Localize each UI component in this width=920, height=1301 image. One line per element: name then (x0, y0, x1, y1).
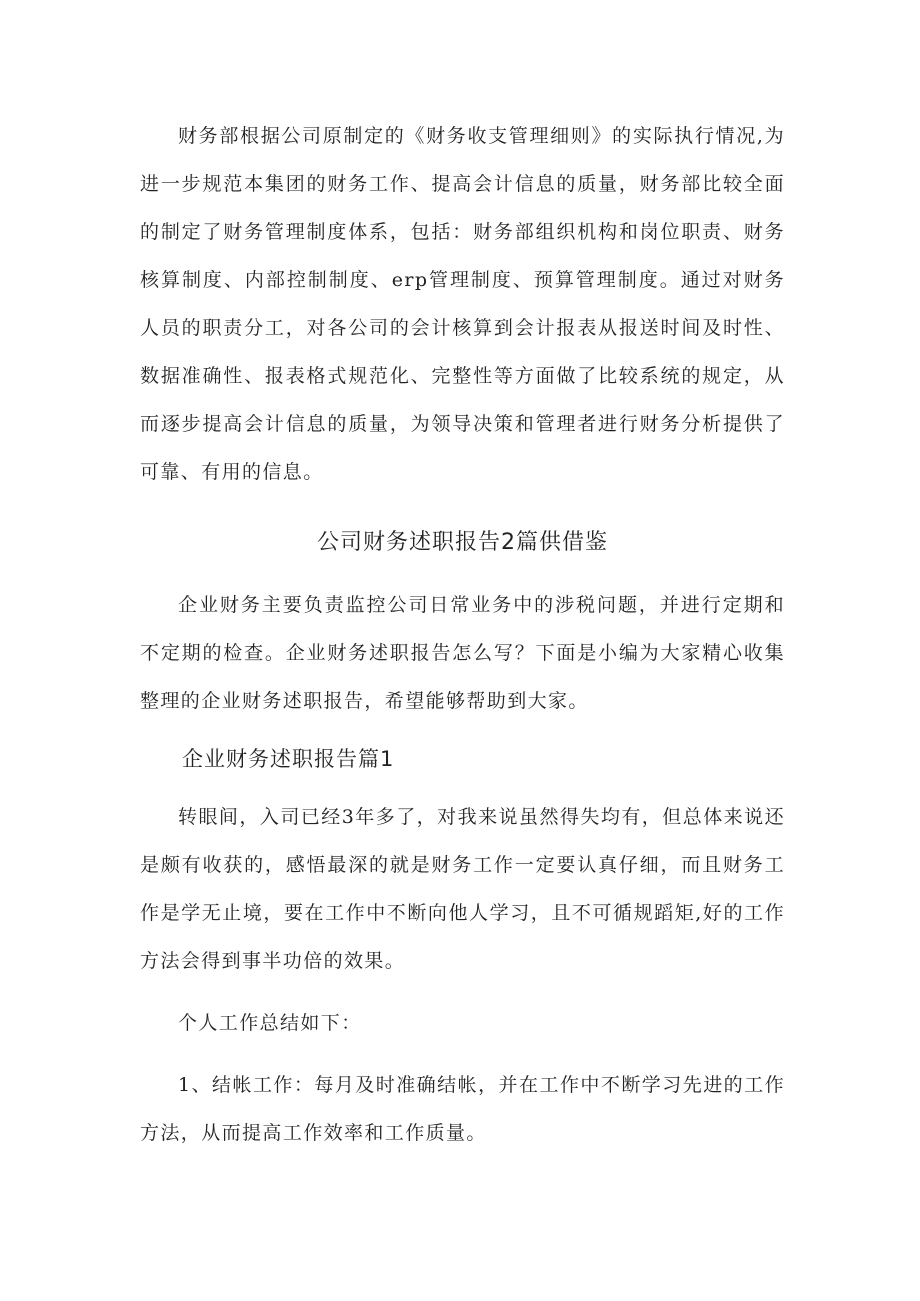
document-content (140, 112, 785, 1157)
intro-paragraph: 财务部根据公司原制定的《财务收支管理细则》的实际执行情况,为进一步规范本集团的财务工作、提高会计信息的质量，财务部比较全面的制定了财务管理制度体系，包括：财务部组织机构和岗位职责、财务核算制度、内部控制制度、erp管理制度、预算管理制度。通过对财务人员的职责分工，对各公司的会计核算到会计报表从报送时间及时性、数据准确性、报表格式规范化、完整性等方面做了比较系统的规定，从而逐步提高会计信息的质量，为领导决策和管理者进行财务分析提供了可靠、有用的信息。 (140, 125, 785, 483)
section-heading: 企业财务述职报告篇1 (182, 747, 395, 771)
body-paragraph-3: 1、结帐工作：每月及时准确结帐，并在工作中不断学习先进的工作方法，从而提高工作效率和工作质量。 (140, 1074, 785, 1144)
body-paragraph-1: 转眼间，入司已经3年多了，对我来说虽然得失均有，但总体来说还是颇有收获的，感悟最深的就是财务工作一定要认真仔细，而且财务工作是学无止境，要在工作中不断向他人学习，且不可循规蹈矩,好的工作方法会得到事半功倍的效果。 (140, 806, 785, 972)
spacer (140, 1047, 785, 1061)
document-title: 公司财务述职报告2篇供借鉴 (317, 530, 608, 555)
spacer (140, 985, 785, 999)
body-paragraph-2: 个人工作总结如下： (178, 1012, 362, 1034)
summary-paragraph: 企业财务主要负责监控公司日常业务中的涉税问题，并进行定期和不定期的检查。企业财务述职报告怎么写？下面是小编为大家精心收集整理的企业财务述职报告，希望能够帮助到大家。 (140, 594, 785, 712)
